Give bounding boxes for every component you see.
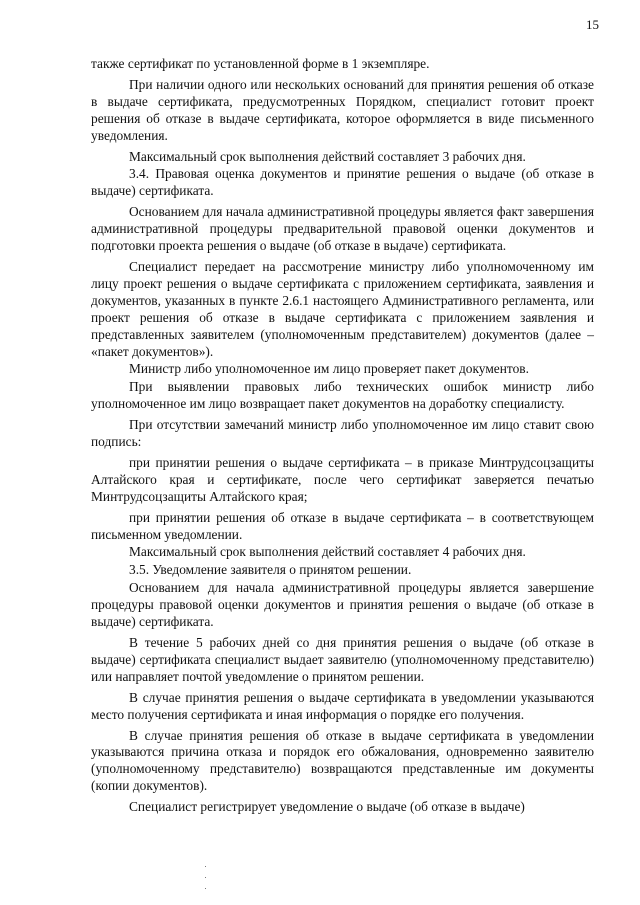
paragraph: Максимальный срок выполнения действий составляет 4 рабочих дня. [129, 544, 526, 560]
paragraph: Основанием для начала административной процедуры является завершение процедуры правовой оценки документов и принятия решения о выдаче (об отказе в выдаче) сертификата. [91, 580, 594, 630]
paragraph: При наличии одного или нескольких оснований для принятия решения об отказе в выдаче сертификата, предусмотренных Порядком, специалист готовит проект решения об отказе в выдаче сертификата, которое оформляется в виде письменного уведомления. [91, 76, 594, 143]
paragraph: При отсутствии замечаний министр либо уполномоченное им лицо ставит свою подпись: [91, 417, 594, 450]
scan-artifact-marks [204, 866, 208, 902]
document-body [91, 56, 594, 820]
paragraph: При выявлении правовых либо технических ошибок министр либо уполномоченное им лицо возвращает пакет документов на доработку специалисту. [91, 379, 594, 412]
page-number: 15 [586, 17, 599, 32]
paragraph: также сертификат по установленной форме в 1 экземпляре. [91, 56, 430, 71]
paragraph: Основанием для начала административной процедуры является факт завершения административной процедуры предварительной правовой оценки документов и подготовки проекта решения о выдаче (об отказе в выдаче) сертификата. [91, 204, 594, 254]
paragraph: при принятии решения об отказе в выдаче сертификата – в соответствующем письменном уведомлении. [91, 509, 594, 542]
paragraph: Максимальный срок выполнения действий составляет 3 рабочих дня. [129, 148, 526, 164]
paragraph: В течение 5 рабочих дней со дня принятия решения о выдаче (об отказе в выдаче) сертификата специалист выдает заявителю (уполномоченному представителю) или направляет почтой уведомление о принятом решении. [91, 635, 594, 684]
paragraph: Министр либо уполномоченное им лицо проверяет пакет документов. [129, 361, 529, 377]
paragraph: Специалист регистрирует уведомление о выдаче (об отказе в выдаче) [129, 799, 525, 815]
paragraph: В случае принятия решения об отказе в выдаче сертификата в уведомлении указываются причина отказа и порядок его обжалования, одновременно заявителю (уполномоченному представителю) возвращаются представленные им документы (копии документов). [91, 727, 594, 794]
paragraph: 3.5. Уведомление заявителя о принятом решении. [129, 562, 412, 578]
paragraph: 3.4. Правовая оценка документов и принятие решения о выдаче (об отказе в выдаче) сертификата. [91, 166, 594, 199]
paragraph: при принятии решения о выдаче сертификата – в приказе Минтрудсоцзащиты Алтайского края и сертификате, после чего сертификат заверяется печатью Минтрудсоцзащиты Алтайского края; [91, 454, 594, 504]
paragraph: В случае принятия решения о выдаче сертификата в уведомлении указываются место получения сертификата и иная информация о порядке его получения. [91, 689, 594, 722]
paragraph: Специалист передает на рассмотрение министру либо уполномоченному им лицу проект решения о выдаче сертификата с приложением сертификата, заявления и документов, указанных в пункте 2.6.1 настоящего Административного регламента, или проект решения об отказе в выдаче сертификата с приложением заявления и представленных заявителем (уполномоченным представителем) документов (далее – «пакет документов»). [91, 258, 594, 359]
